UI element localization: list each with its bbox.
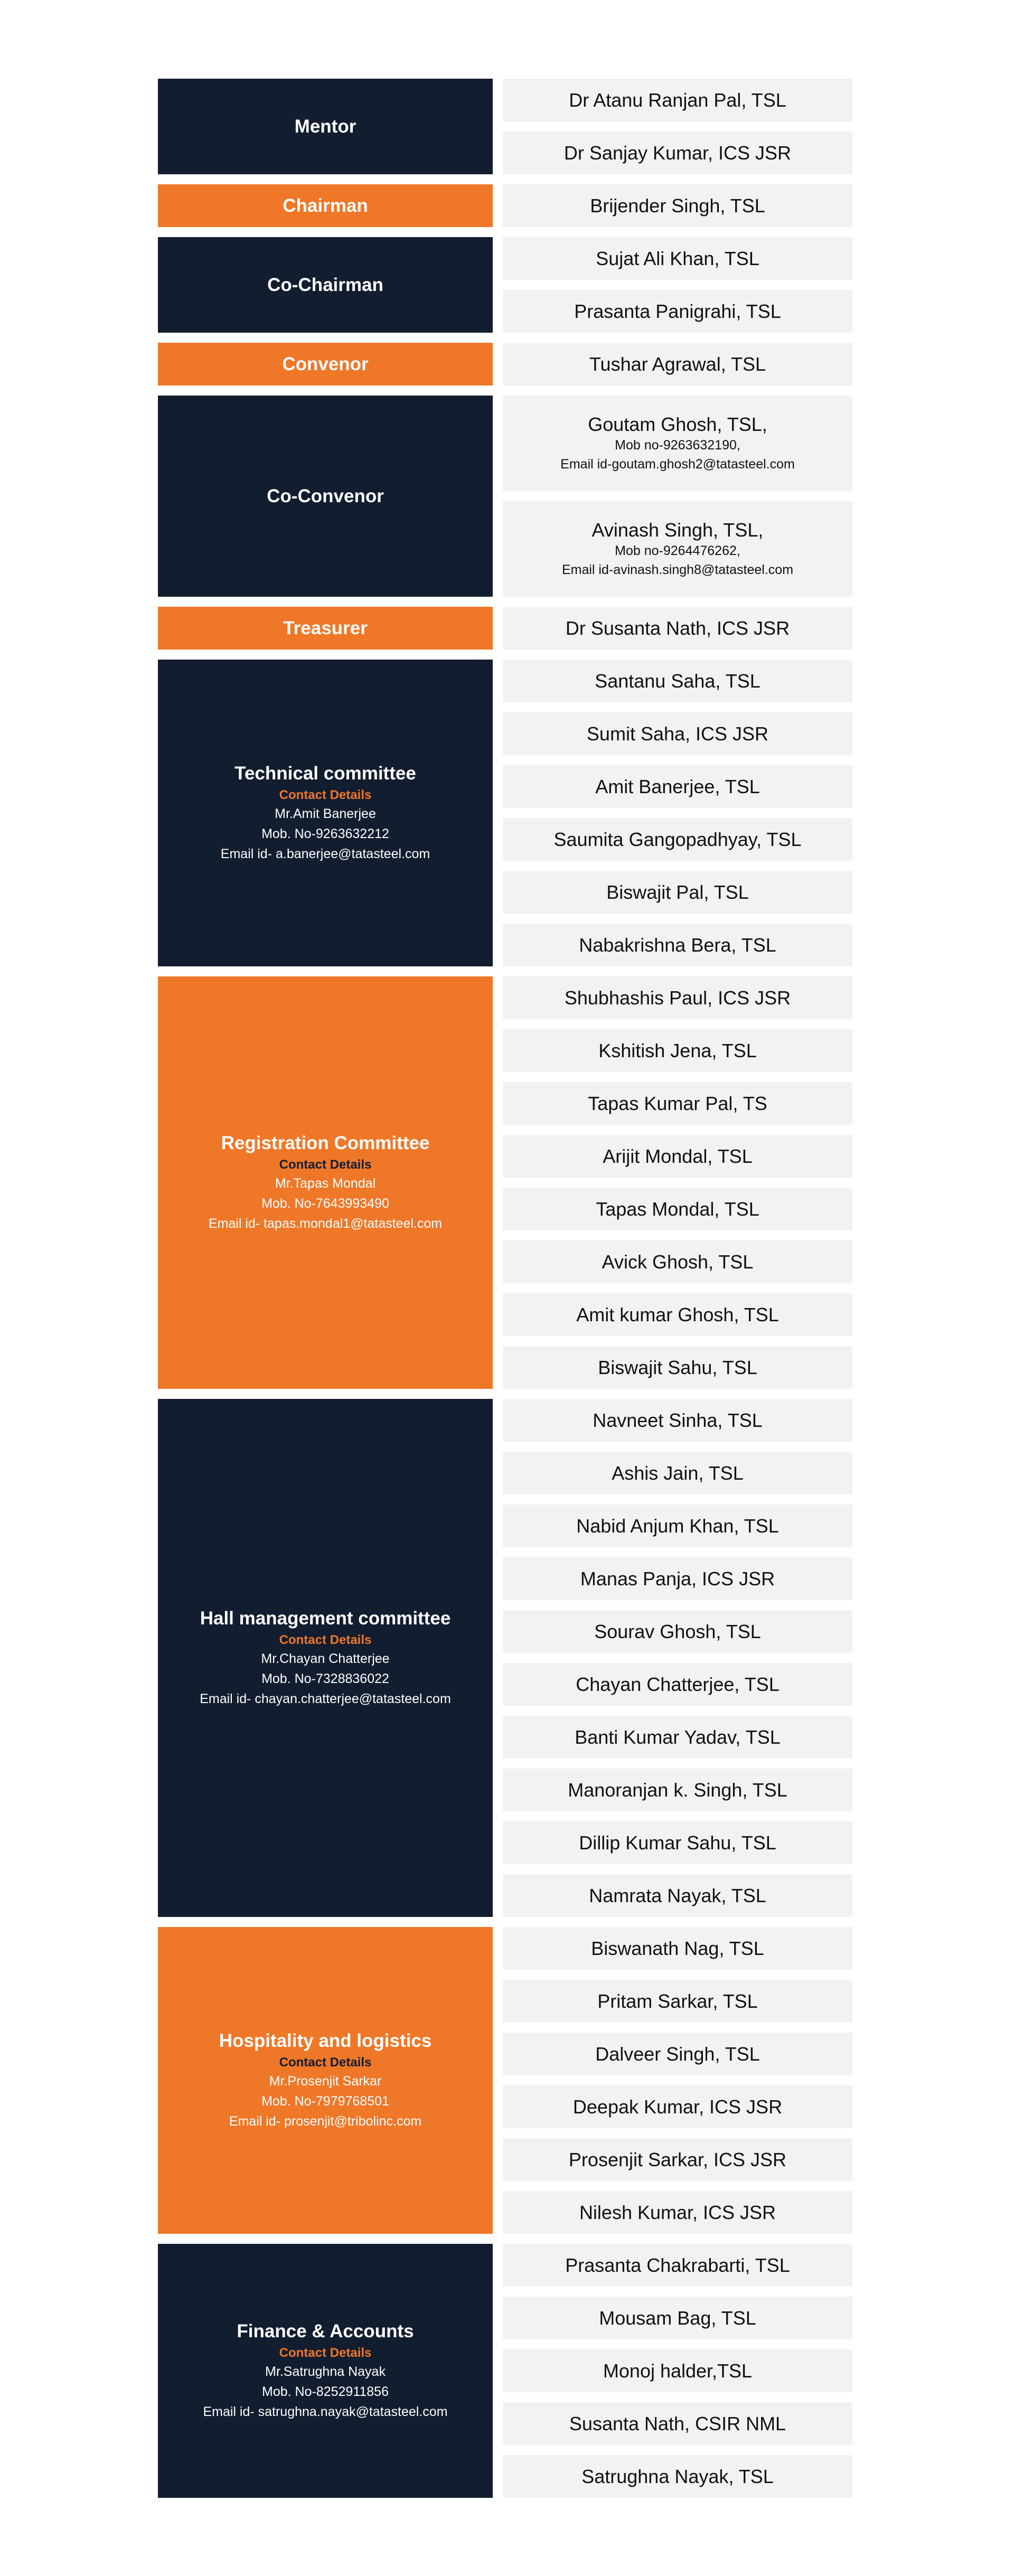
contact-mobile: Mob. No-9263632212 [261, 826, 389, 841]
role-label-hospitality-and-logistics [158, 1927, 493, 2234]
member-name: Ashis Jain, TSL [612, 1462, 744, 1484]
member-cell [503, 712, 852, 755]
member-name: Avinash Singh, TSL, [592, 519, 764, 541]
role-label-technical-committee [158, 660, 493, 966]
member-cell [503, 1240, 852, 1283]
member-cell [503, 976, 852, 1019]
member-cell [503, 765, 852, 808]
member-name: Monoj halder,TSL [603, 2359, 753, 2382]
role-title: Registration Committee [221, 1132, 430, 1153]
member-name: Mousam Bag, TSL [599, 2307, 756, 2329]
member-name: Biswajit Sahu, TSL [598, 1356, 757, 1378]
member-name: Kshitish Jena, TSL [598, 1039, 757, 1061]
role-title: Co-Convenor [267, 485, 384, 506]
role-title: Mentor [294, 116, 356, 137]
contact-person: Mr.Amit Banerjee [275, 806, 376, 821]
contact-mobile: Mob. No-7979768501 [261, 2093, 389, 2109]
member-name: Tapas Mondal, TSL [596, 1198, 759, 1220]
member-name: Satrughna Nayak, TSL [581, 2465, 774, 2487]
role-title: Hospitality and logistics [219, 2030, 432, 2051]
member-name: Prasanta Chakrabarti, TSL [565, 2254, 790, 2276]
role-label-co-chairman [158, 237, 493, 333]
contact-mobile: Mob. No-8252911856 [262, 2384, 389, 2399]
contact-person: Mr.Chayan Chatterjee [261, 1651, 390, 1666]
member-cell [503, 343, 852, 386]
role-title: Convenor [282, 353, 369, 374]
member-list [503, 607, 852, 650]
member-cell [503, 1505, 852, 1547]
role-title: Co-Chairman [267, 274, 383, 295]
contact-mobile: Mob. No-7328836022 [261, 1671, 389, 1686]
contact-heading: Contact Details [279, 787, 372, 802]
committee-row-technical-committee [158, 660, 852, 966]
contact-email: Email id- a.banerjee@tatasteel.com [220, 846, 430, 861]
member-cell [503, 1135, 852, 1178]
committee-row-chairman [158, 184, 852, 227]
member-cell [503, 1082, 852, 1125]
member-cell [503, 1980, 852, 2023]
committee-row-finance-and-accounts [158, 2244, 852, 2498]
role-title: Hall management committee [200, 1607, 451, 1629]
member-name: Chayan Chatterjee, TSL [576, 1673, 780, 1695]
member-cell [503, 2138, 852, 2181]
member-list [503, 660, 852, 966]
member-mobile: Mob no-9264476262, [615, 543, 740, 558]
contact-heading: Contact Details [279, 2345, 372, 2360]
role-label-hall-management-committee [158, 1399, 493, 1917]
member-name: Brijender Singh, TSL [590, 194, 765, 217]
committee-row-registration-committee [158, 976, 852, 1389]
member-cell [503, 1821, 852, 1864]
member-list [503, 79, 852, 174]
member-name: Dr Sanjay Kumar, ICS JSR [564, 142, 792, 164]
member-list [503, 976, 852, 1389]
member-name: Biswajit Pal, TSL [606, 881, 749, 903]
member-name: Pritam Sarkar, TSL [597, 1990, 758, 2012]
member-name: Manoranjan k. Singh, TSL [568, 1779, 787, 1801]
member-cell [503, 1188, 852, 1230]
member-cell [503, 290, 852, 333]
member-name: Namrata Nayak, TSL [589, 1884, 766, 1906]
member-name: Goutam Ghosh, TSL, [588, 413, 767, 435]
member-name: Dillip Kumar Sahu, TSL [579, 1831, 776, 1854]
member-cell [503, 1769, 852, 1811]
member-name: Sourav Ghosh, TSL [594, 1620, 761, 1642]
member-cell [503, 871, 852, 914]
contact-heading: Contact Details [279, 1632, 372, 1647]
member-cell [503, 131, 852, 174]
member-cell [503, 79, 852, 121]
contact-heading: Contact Details [279, 2055, 372, 2070]
member-cell [503, 2402, 852, 2445]
member-name: Nabid Anjum Khan, TSL [576, 1515, 779, 1537]
committee-row-treasurer [158, 607, 852, 650]
member-name: Saumita Gangopadhyay, TSL [553, 828, 802, 850]
member-name: Tapas Kumar Pal, TS [588, 1092, 767, 1114]
member-name: Avick Ghosh, TSL [602, 1251, 754, 1273]
member-cell [503, 607, 852, 650]
member-name: Deepak Kumar, ICS JSR [572, 2095, 783, 2118]
role-label-finance-and-accounts [158, 2244, 493, 2498]
member-name: Dr Susanta Nath, ICS JSR [565, 617, 790, 639]
committee-row-co-chairman [158, 237, 852, 333]
member-cell [503, 2244, 852, 2287]
member-cell [503, 2191, 852, 2234]
member-cell [503, 1452, 852, 1494]
role-label-co-convenor [158, 396, 493, 597]
member-list [503, 1399, 852, 1917]
member-name: Sumit Saha, ICS JSR [586, 722, 769, 745]
member-name: Nilesh Kumar, ICS JSR [579, 2201, 776, 2223]
contact-mobile: Mob. No-7643993490 [261, 1196, 389, 1211]
member-cell [503, 1346, 852, 1389]
member-name: Prasanta Panigrahi, TSL [574, 300, 781, 322]
contact-email: Email id- tapas.mondal1@tatasteel.com [208, 1216, 443, 1231]
committee-row-convenor [158, 343, 852, 386]
member-email: Email id-goutam.ghosh2@tatasteel.com [560, 456, 795, 472]
member-cell [503, 237, 852, 280]
role-title: Chairman [283, 195, 368, 216]
member-cell [503, 818, 852, 861]
member-cell [503, 2297, 852, 2339]
member-cell [503, 396, 852, 491]
member-cell [503, 1293, 852, 1336]
contact-email: Email id- satrughna.nayak@tatasteel.com [203, 2404, 448, 2419]
member-list [503, 396, 852, 597]
member-list [503, 343, 852, 386]
committee-row-mentor [158, 79, 852, 174]
member-name: Prosenjit Sarkar, ICS JSR [568, 2148, 787, 2170]
member-cell [503, 1927, 852, 1970]
member-email: Email id-avinash.singh8@tatasteel.com [561, 562, 794, 577]
member-name: Biswanath Nag, TSL [591, 1937, 764, 1959]
member-cell [503, 1029, 852, 1072]
member-list [503, 237, 852, 333]
role-title: Finance & Accounts [237, 2320, 414, 2342]
member-name: Banti Kumar Yadav, TSL [575, 1726, 781, 1748]
member-cell [503, 184, 852, 227]
member-cell [503, 2349, 852, 2392]
member-name: Dr Atanu Ranjan Pal, TSL [569, 89, 786, 111]
member-cell [503, 501, 852, 597]
contact-email: Email id- chayan.chatterjee@tatasteel.com [200, 1691, 451, 1706]
member-cell [503, 2033, 852, 2075]
member-cell [503, 660, 852, 702]
member-cell [503, 2455, 852, 2498]
role-label-mentor [158, 79, 493, 174]
member-list [503, 1927, 852, 2234]
member-cell [503, 1663, 852, 1706]
contact-heading: Contact Details [279, 1157, 372, 1172]
member-name: Manas Panja, ICS JSR [580, 1567, 775, 1590]
committee-table [158, 79, 852, 2508]
contact-person: Mr.Satrughna Nayak [265, 2364, 386, 2379]
role-label-registration-committee [158, 976, 493, 1389]
contact-person: Mr.Tapas Mondal [275, 1176, 376, 1191]
member-name: Dalveer Singh, TSL [595, 2043, 760, 2065]
role-label-convenor [158, 343, 493, 386]
role-label-treasurer [158, 607, 493, 650]
member-cell [503, 1557, 852, 1600]
member-list [503, 2244, 852, 2498]
member-name: Shubhashis Paul, ICS JSR [564, 986, 791, 1009]
member-cell [503, 1399, 852, 1442]
committee-row-co-convenor [158, 396, 852, 597]
member-mobile: Mob no-9263632190, [615, 437, 740, 453]
member-cell [503, 1610, 852, 1653]
member-name: Santanu Saha, TSL [595, 670, 760, 692]
member-cell [503, 924, 852, 966]
member-name: Amit Banerjee, TSL [595, 775, 760, 797]
contact-email: Email id- prosenjit@tribolinc.com [229, 2113, 422, 2129]
committee-row-hall-management-committee [158, 1399, 852, 1917]
role-title: Treasurer [283, 617, 368, 638]
role-title: Technical committee [234, 763, 416, 784]
member-name: Sujat Ali Khan, TSL [596, 247, 759, 269]
member-list [503, 184, 852, 227]
member-cell [503, 2085, 852, 2128]
member-name: Navneet Sinha, TSL [593, 1409, 763, 1431]
member-cell [503, 1716, 852, 1759]
committee-row-hospitality-and-logistics [158, 1927, 852, 2234]
role-label-chairman [158, 184, 493, 227]
member-cell [503, 1874, 852, 1917]
member-name: Susanta Nath, CSIR NML [569, 2412, 786, 2434]
contact-person: Mr.Prosenjit Sarkar [269, 2073, 382, 2089]
member-name: Tushar Agrawal, TSL [589, 353, 766, 375]
member-name: Nabakrishna Bera, TSL [579, 934, 776, 956]
member-name: Arijit Mondal, TSL [603, 1145, 753, 1167]
member-name: Amit kumar Ghosh, TSL [576, 1303, 779, 1325]
